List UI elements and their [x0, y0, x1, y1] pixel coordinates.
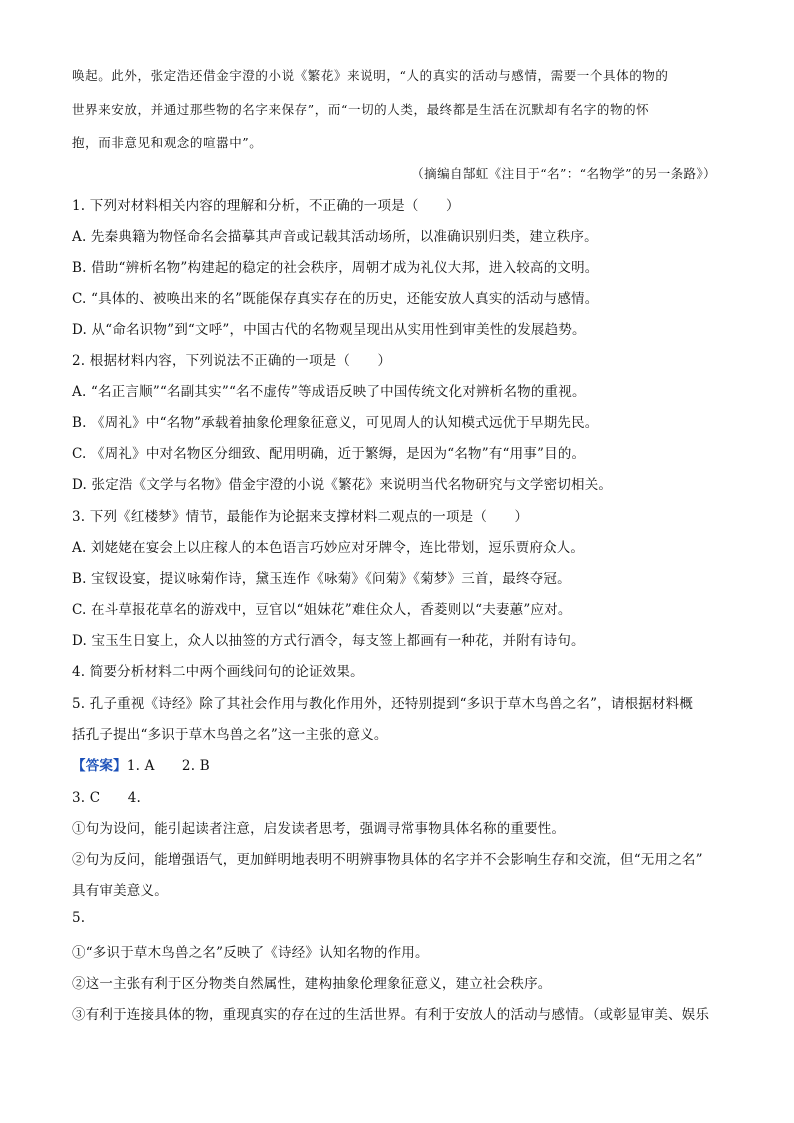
answer-q5-point: ②这一主张有利于区分物类自然属性，建构抽象伦理象征意义，建立社会秩序。: [72, 976, 552, 992]
question-1-option-b: B. 借助“辨析名物”构建起的稳定的社会秩序，周朝才成为礼仪大邦，进入较高的文明。: [72, 260, 599, 276]
answer-q5-label: 5.: [72, 910, 86, 926]
question-5-stem: 5. 孔子重视《诗经》除了其社会作用与教化作用外，还特别提到“多识于草木鸟兽之名”，请根据材料概: [72, 696, 694, 712]
question-2-option-c: C. 《周礼》中对名物区分细致、配用明确，近于繁缛，是因为“名物”有“用事”目的。: [72, 446, 586, 462]
answer-line: [72, 754, 210, 774]
answer-q5-point: ③有利于连接具体的物，重现真实的存在过的生活世界。有利于安放人的活动与感情。（或彰显审美、娱乐: [72, 1007, 710, 1023]
passage-line: 唤起。此外，张定浩还借金宇澄的小说《繁花》来说明，“人的真实的活动与感情，需要一个具体的物的: [72, 68, 669, 83]
passage-line: 世界来安放，并通过那些物的名字来保存”，而“一切的人类，最终都是生活在沉默却有名字的物的怀: [72, 102, 650, 117]
answer-q4-point: ①句为设问，能引起读者注意，启发读者思考，强调寻常事物具体名称的重要性。: [72, 821, 566, 837]
passage-line: 抱，而非意见和观念的喧嚣中”。: [72, 135, 263, 150]
question-1-option-c: C. “具体的、被唤出来的名”既能保存真实存在的历史，还能安放人真实的活动与感情。: [72, 291, 599, 307]
question-1-option-d: D. 从“命名识物”到“文呼”，中国古代的名物观呈现出从实用性到审美性的发展趋势。: [72, 322, 586, 338]
answer-values: 1. A 2. B: [126, 758, 210, 774]
question-3-option-b: B. 宝钗设宴，提议咏菊作诗，黛玉连作《咏菊》《问菊》《菊梦》三首，最终夺冠。: [72, 571, 571, 587]
question-1-stem: 1. 下列对材料相关内容的理解和分析，不正确的一项是（ ）: [72, 198, 460, 214]
question-2-option-a: A. “名正言顺”“名副其实”“名不虚传”等成语反映了中国传统文化对辨析名物的重视。: [72, 384, 586, 400]
question-2-stem: 2. 根据材料内容，下列说法不正确的一项是（ ）: [72, 353, 392, 369]
question-3-option-c: C. 在斗草报花草名的游戏中，豆官以“姐妹花”难住众人，香菱则以“夫妻蕙”应对。: [72, 602, 572, 618]
question-4-stem: 4. 简要分析材料二中两个画线问句的论证效果。: [72, 664, 364, 680]
answer-line: 3. C 4.: [72, 790, 141, 806]
question-3-stem: 3. 下列《红楼梦》情节，最能作为论据来支撑材料二观点的一项是（ ）: [72, 509, 529, 525]
question-2-option-b: B. 《周礼》中“名物”承载着抽象伦理象征意义，可见周人的认知模式远优于早期先民。: [72, 415, 599, 431]
question-3-option-d: D. 宝玉生日宴上，众人以抽签的方式行酒令，每支签上都画有一种花，并附有诗句。: [72, 633, 585, 649]
question-2-option-d: D. 张定浩《文学与名物》借金宇澄的小说《繁花》来说明当代名物研究与文学密切相关。: [72, 477, 613, 493]
answer-q4-point: 具有审美意义。: [72, 883, 168, 899]
answer-q5-point: ①“多识于草木鸟兽之名”反映了《诗经》认知名物的作用。: [72, 945, 429, 961]
answer-tag: 【答案】: [72, 758, 127, 774]
question-1-option-a: A. 先秦典籍为物怪命名会描摹其声音或记载其活动场所，以准确识别归类，建立秩序。: [72, 229, 598, 245]
answer-q4-point: ②句为反问，能增强语气，更加鲜明地表明不明辨事物具体的名字并不会影响生存和交流，但“无用之名”: [72, 852, 703, 868]
passage-source: （摘编自郜虹《注目于“名”：“名物学”的另一条路》）: [411, 166, 716, 181]
question-5-stem: 括孔子提出“多识于草木鸟兽之名”这一主张的意义。: [72, 727, 388, 743]
question-3-option-a: A. 刘姥姥在宴会上以庄稼人的本色语言巧妙应对牙牌令，连比带划，逗乐贾府众人。: [72, 540, 585, 556]
